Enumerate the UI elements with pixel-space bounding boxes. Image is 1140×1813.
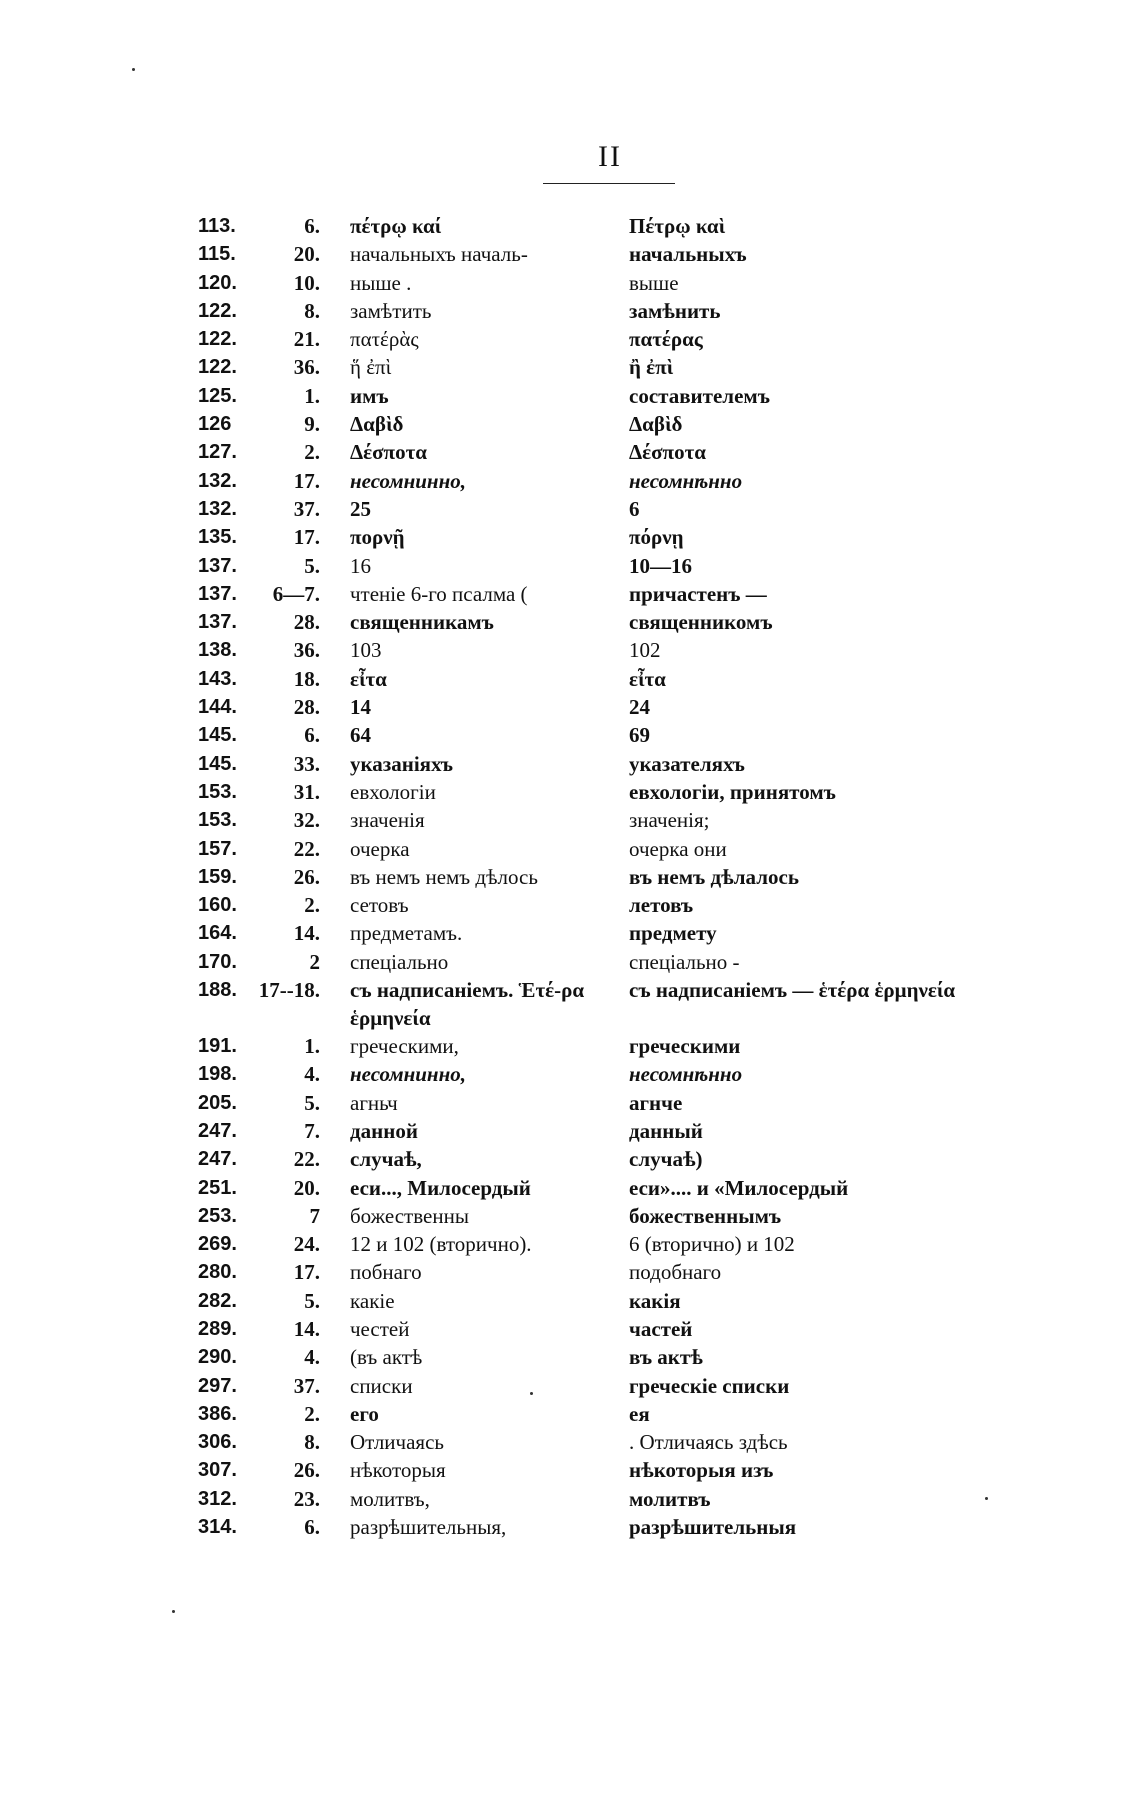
- errata-row: [198, 1230, 1098, 1258]
- page-ref: 122.: [198, 356, 237, 379]
- corrected-text: случаѣ): [629, 1147, 703, 1172]
- line-ref: 20.: [293, 1175, 320, 1200]
- line-ref: 8.: [304, 298, 320, 323]
- errata-row: [198, 835, 1098, 863]
- printed-text: 12 и 102 (вторично).: [350, 1232, 532, 1257]
- printed-text: очерка: [350, 836, 410, 861]
- printed-text: несомнинно,: [350, 1062, 466, 1087]
- corrected-text: несомнѣнно: [629, 1062, 743, 1087]
- corrected-text: 102: [629, 638, 661, 663]
- line-ref: 5.: [304, 1090, 320, 1115]
- printed-text: разрѣшительныя,: [350, 1515, 507, 1540]
- printed-text: списки: [350, 1373, 413, 1398]
- line-ref: 2.: [304, 893, 320, 918]
- page-ref: 247.: [198, 1119, 237, 1142]
- corrected-text: составителемъ: [629, 383, 770, 408]
- corrected-text: еси».... и «Милосердый: [629, 1175, 849, 1200]
- printed-text: молитвъ,: [350, 1486, 430, 1511]
- errata-row: [198, 891, 1098, 919]
- page-ref: 191.: [198, 1035, 237, 1058]
- page-ref: 205.: [198, 1091, 237, 1114]
- errata-row: [198, 1258, 1098, 1286]
- page-ref: 160.: [198, 894, 237, 917]
- page-ref: 143.: [198, 667, 237, 690]
- errata-row: [198, 721, 1098, 749]
- corrected-text: Δαβὶδ: [629, 412, 683, 437]
- errata-table: [198, 212, 1098, 1541]
- printed-text: (въ актѣ: [350, 1345, 423, 1370]
- corrected-text: 6: [629, 496, 640, 521]
- corrected-text: замѣнить: [629, 298, 721, 323]
- header-rule: [543, 183, 675, 184]
- page-ref: 159.: [198, 865, 237, 888]
- printed-text: спеціально: [350, 949, 449, 974]
- page-ref: 290.: [198, 1346, 237, 1369]
- corrected-text: въ актѣ: [629, 1345, 703, 1370]
- errata-row: [198, 1287, 1098, 1315]
- printed-text: Δαβὶδ: [350, 412, 404, 437]
- line-ref: 5.: [304, 553, 320, 578]
- corrected-text: 69: [629, 723, 650, 748]
- errata-row: [198, 806, 1098, 834]
- errata-row: [198, 240, 1098, 268]
- line-ref: 37.: [293, 1373, 320, 1398]
- printed-text: Δέσποτα: [350, 440, 427, 465]
- page-ref: 164.: [198, 922, 237, 945]
- printed-text: еси..., Милосердый: [350, 1175, 531, 1200]
- printed-text: ἥ ἐπὶ: [350, 355, 392, 380]
- corrected-text: πόρνῃ: [629, 525, 684, 550]
- errata-row: [198, 665, 1098, 693]
- errata-row: [198, 778, 1098, 806]
- page-ref: 122.: [198, 328, 237, 351]
- page-ref: 280.: [198, 1261, 237, 1284]
- line-ref: 26.: [293, 1458, 320, 1483]
- corrected-text: божественнымъ: [629, 1203, 782, 1228]
- errata-row: [198, 1456, 1098, 1484]
- line-ref: 8.: [304, 1430, 320, 1455]
- errata-row: [198, 948, 1098, 976]
- corrected-text: Δέσποτα: [629, 440, 706, 465]
- corrected-text: несомнѣнно: [629, 468, 743, 493]
- line-ref: 7.: [304, 1118, 320, 1143]
- line-ref: 23.: [293, 1486, 320, 1511]
- page-ref: 132.: [198, 497, 237, 520]
- line-ref: 32.: [293, 808, 320, 833]
- corrected-text: греческими: [629, 1034, 741, 1059]
- corrected-text: Πέτρῳ καὶ: [629, 214, 726, 238]
- page-ref: 137.: [198, 611, 237, 634]
- line-ref: 33.: [293, 751, 320, 776]
- line-ref: 37.: [293, 496, 320, 521]
- errata-row: [198, 269, 1098, 297]
- errata-row: [198, 580, 1098, 608]
- errata-row: [198, 1032, 1098, 1060]
- printed-text: 25: [350, 496, 371, 521]
- printed-text: съ надписаніемъ. Ἑτέ-ρα ἑρμηνεία: [350, 978, 585, 1031]
- corrected-text: летовъ: [629, 893, 694, 918]
- errata-row: [198, 1428, 1098, 1456]
- page-ref: 113.: [198, 215, 236, 237]
- corrected-text: выше: [629, 270, 679, 295]
- page-ref: 145.: [198, 724, 237, 747]
- corrected-text: евхологіи, принятомъ: [629, 779, 836, 804]
- printed-text: указаніяхъ: [350, 751, 453, 776]
- errata-row: [198, 608, 1098, 636]
- corrected-text: агнче: [629, 1090, 683, 1115]
- line-ref: 36.: [293, 638, 320, 663]
- page-ref: 170.: [198, 950, 237, 973]
- printed-text: πορνῇ: [350, 525, 405, 550]
- line-ref: 1.: [304, 1034, 320, 1059]
- page-ref: 122.: [198, 299, 237, 322]
- corrected-text: какія: [629, 1288, 681, 1313]
- corrected-text: ἢ ἐπὶ: [629, 355, 674, 380]
- corrected-text: нѣкоторыя изъ: [629, 1458, 774, 1483]
- scan-speck: [132, 68, 135, 71]
- page-ref: 307.: [198, 1459, 237, 1482]
- errata-row: [198, 693, 1098, 721]
- printed-text: Отличаясь: [350, 1430, 444, 1455]
- line-ref: 4.: [304, 1345, 320, 1370]
- errata-row: [198, 495, 1098, 523]
- page-ref: 251.: [198, 1176, 237, 1199]
- line-ref: 1.: [304, 383, 320, 408]
- line-ref: 28.: [293, 610, 320, 635]
- corrected-text: частей: [629, 1316, 693, 1341]
- printed-text: божественны: [350, 1203, 469, 1228]
- line-ref: 2.: [304, 440, 320, 465]
- line-ref: 4.: [304, 1062, 320, 1087]
- line-ref: 17.: [293, 525, 320, 550]
- corrected-text: ея: [629, 1401, 650, 1426]
- errata-row: [198, 1400, 1098, 1428]
- line-ref: 17--18.: [258, 978, 320, 1003]
- corrected-text: 10—16: [629, 553, 692, 578]
- corrected-text: значенія;: [629, 808, 710, 833]
- page-ref: 137.: [198, 582, 237, 605]
- printed-text: нѣкоторыя: [350, 1458, 446, 1483]
- page-ref: 157.: [198, 837, 237, 860]
- errata-row: [198, 863, 1098, 891]
- printed-text: πέτρῳ καί: [350, 214, 442, 238]
- printed-text: 14: [350, 695, 371, 720]
- errata-row: [198, 1060, 1098, 1088]
- line-ref: 22.: [293, 836, 320, 861]
- page-ref: 312.: [198, 1487, 237, 1510]
- printed-text: священникамъ: [350, 610, 494, 635]
- page-ref: 153.: [198, 809, 237, 832]
- page-ref: 269.: [198, 1233, 237, 1256]
- page-number: II: [598, 140, 622, 173]
- page-ref: 198.: [198, 1063, 237, 1086]
- errata-row: [198, 636, 1098, 664]
- scan-speck: [172, 1610, 175, 1613]
- errata-row: [198, 1343, 1098, 1371]
- errata-row: [198, 552, 1098, 580]
- line-ref: 17.: [293, 1260, 320, 1285]
- line-ref: 9.: [304, 412, 320, 437]
- page-ref: 138.: [198, 639, 237, 662]
- errata-row: [198, 1145, 1098, 1173]
- line-ref: 5.: [304, 1288, 320, 1313]
- line-ref: 17.: [293, 468, 320, 493]
- page-ref: 153.: [198, 780, 237, 803]
- printed-text: имъ: [350, 383, 389, 408]
- page-ref: 386.: [198, 1402, 237, 1425]
- line-ref: 6.: [304, 1515, 320, 1540]
- corrected-text: εἶτα: [629, 666, 666, 691]
- errata-row: [198, 212, 1098, 240]
- line-ref: 14.: [293, 1316, 320, 1341]
- errata-row: [198, 438, 1098, 466]
- corrected-text: молитвъ: [629, 1486, 711, 1511]
- printed-text: замѣтить: [350, 298, 432, 323]
- scan-speck: [530, 1392, 533, 1395]
- errata-row: [198, 1315, 1098, 1343]
- errata-row: [198, 1202, 1098, 1230]
- line-ref: 26.: [293, 864, 320, 889]
- corrected-text: указателяхъ: [629, 751, 745, 776]
- printed-text: евхологіи: [350, 779, 436, 804]
- errata-row: [198, 1485, 1098, 1513]
- line-ref: 22.: [293, 1147, 320, 1172]
- errata-row: [198, 297, 1098, 325]
- errata-row: [198, 353, 1098, 381]
- errata-row: [198, 1117, 1098, 1145]
- errata-row: [198, 410, 1098, 438]
- errata-row: [198, 1513, 1098, 1541]
- printed-text: εἶτα: [350, 666, 387, 691]
- printed-text: значенія: [350, 808, 425, 833]
- line-ref: 2: [309, 949, 320, 974]
- page-ref: 306.: [198, 1431, 237, 1454]
- printed-text: агньч: [350, 1090, 398, 1115]
- page-ref: 120.: [198, 271, 237, 294]
- errata-row: [198, 523, 1098, 551]
- printed-text: данной: [350, 1118, 418, 1143]
- printed-text: чтеніе 6-го псалма (: [350, 581, 528, 606]
- page-ref: 137.: [198, 554, 237, 577]
- printed-text: честей: [350, 1316, 410, 1341]
- line-ref: 6.: [304, 214, 320, 238]
- errata-row: [198, 976, 1098, 1032]
- line-ref: 10.: [293, 270, 320, 295]
- line-ref: 7: [309, 1203, 320, 1228]
- line-ref: 20.: [293, 242, 320, 267]
- printed-text: несомнинно,: [350, 468, 466, 493]
- page-ref: 144.: [198, 696, 237, 719]
- line-ref: 28.: [293, 695, 320, 720]
- printed-text: предметамъ.: [350, 921, 463, 946]
- printed-text: πατέρὰς: [350, 327, 419, 352]
- line-ref: 14.: [293, 921, 320, 946]
- printed-text: его: [350, 1401, 379, 1426]
- printed-text: ныше .: [350, 270, 412, 295]
- printed-text: побнаго: [350, 1260, 422, 1285]
- page-ref: 135.: [198, 526, 237, 549]
- corrected-text: спеціально -: [629, 949, 740, 974]
- errata-row: [198, 919, 1098, 947]
- printed-text: какіе: [350, 1288, 395, 1313]
- page-ref: 115.: [198, 243, 236, 266]
- corrected-text: разрѣшительныя: [629, 1515, 797, 1540]
- line-ref: 24.: [293, 1232, 320, 1257]
- line-ref: 18.: [293, 666, 320, 691]
- errata-row: [198, 382, 1098, 410]
- corrected-text: . Отличаясь здѣсь: [629, 1430, 788, 1455]
- page-ref: 289.: [198, 1317, 237, 1340]
- corrected-text: 6 (вторично) и 102: [629, 1232, 795, 1257]
- corrected-text: подобнаго: [629, 1260, 722, 1285]
- corrected-text: въ немъ дѣлалось: [629, 864, 799, 889]
- corrected-text: съ надписаніемъ — ἑτέρα ἑρμηνεία: [629, 978, 956, 1003]
- line-ref: 6—7.: [272, 581, 320, 606]
- corrected-text: 24: [629, 695, 650, 720]
- corrected-text: начальныхъ: [629, 242, 747, 267]
- corrected-text: данный: [629, 1118, 703, 1143]
- printed-text: 64: [350, 723, 371, 748]
- page-ref: 132.: [198, 469, 237, 492]
- errata-row: [198, 1372, 1098, 1400]
- corrected-text: причастенъ —: [629, 581, 767, 606]
- page-ref: 282.: [198, 1289, 237, 1312]
- printed-text: 16: [350, 553, 371, 578]
- page-ref: 314.: [198, 1516, 237, 1539]
- page-ref: 297.: [198, 1374, 237, 1397]
- printed-text: въ немъ немъ дѣлось: [350, 864, 538, 889]
- corrected-text: πατέρας: [629, 327, 703, 352]
- printed-text: начальныхъ началь-: [350, 242, 528, 267]
- errata-row: [198, 750, 1098, 778]
- printed-text: случаѣ,: [350, 1147, 422, 1172]
- printed-text: сетовъ: [350, 893, 409, 918]
- corrected-text: предмету: [629, 921, 717, 946]
- page-ref: 125.: [198, 384, 237, 407]
- page-ref: 145.: [198, 752, 237, 775]
- corrected-text: греческіе списки: [629, 1373, 790, 1398]
- errata-row: [198, 325, 1098, 353]
- line-ref: 21.: [293, 327, 320, 352]
- errata-row: [198, 467, 1098, 495]
- printed-text: греческими,: [350, 1034, 459, 1059]
- scan-speck: [985, 1497, 988, 1500]
- page-ref: 188.: [198, 979, 237, 1002]
- line-ref: 36.: [293, 355, 320, 380]
- page-ref: 247.: [198, 1148, 237, 1171]
- page-ref: 126: [198, 413, 232, 436]
- page-ref: 127.: [198, 441, 237, 464]
- errata-row: [198, 1174, 1098, 1202]
- corrected-text: очерка они: [629, 836, 727, 861]
- printed-text: 103: [350, 638, 382, 663]
- line-ref: 2.: [304, 1401, 320, 1426]
- line-ref: 6.: [304, 723, 320, 748]
- errata-row: [198, 1089, 1098, 1117]
- line-ref: 31.: [293, 779, 320, 804]
- corrected-text: священникомъ: [629, 610, 773, 635]
- page-ref: 253.: [198, 1204, 237, 1227]
